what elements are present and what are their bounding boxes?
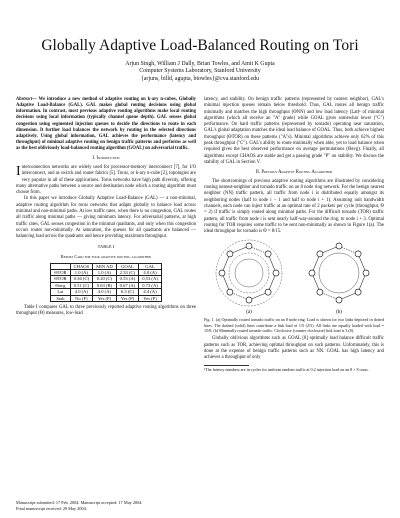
table-header-cell: GOAL: [116, 263, 139, 269]
table-cell: 4.0 (A): [139, 270, 162, 276]
ring-node: [336, 243, 342, 249]
section-heading-previous-work: II. Previous Adaptive Routing Algorithms: [255, 170, 333, 176]
footnote: ¹The latency numbers are in cycles for uniform random traffic at 0.2 injection load on an 8 × 8 torus.: [204, 366, 369, 372]
manuscript-line-1: Manuscript submitted: 17 Feb. 2004. Manuscript accepted: 17 May 2004.: [16, 500, 143, 505]
abstract-label: Abstract: [16, 97, 33, 102]
table-header-cell: MIN AD: [93, 263, 116, 269]
table-cell: 4.4 (A): [139, 289, 162, 295]
ring-node: [355, 290, 361, 296]
manuscript-line-2: Final manuscript received: 29 May 2004.: [16, 505, 87, 511]
author-affiliation: Computer Systems Laboratory, Stanford University: [139, 68, 261, 75]
table-cell: 0.67 (A): [116, 282, 139, 288]
ring-node: [273, 270, 279, 276]
ring-node: [246, 243, 252, 249]
comparison-table: [50, 263, 162, 302]
table-cell: Yes (P): [93, 295, 116, 301]
table-cell: No (F): [70, 295, 93, 301]
ring-node: [355, 251, 361, 257]
table-cell: 0.53 (A): [139, 276, 162, 282]
author-emails: {arjuns, billd, agupta, btowles}@cva.stanford.edu: [140, 75, 260, 82]
ring-node: [317, 290, 323, 296]
table-cell: ΘTOR: [51, 276, 70, 282]
table-followup-paragraph: Table I compares GAL to three previously reported adaptive routing algorithms on three throughput (Θ) measures, low-load: [16, 305, 196, 317]
abstract: [16, 97, 196, 152]
table-cell: 0.51 (C): [70, 282, 93, 288]
traffic-path: [216, 240, 282, 306]
table-caption: [16, 254, 196, 260]
table-cell: Lat: [51, 289, 70, 295]
table-caption-text: Report Card for four adaptive routing algorithms: [60, 254, 152, 260]
table-cell: 6.3 (C): [116, 289, 139, 295]
ring-a: [216, 240, 282, 315]
table-cell: 2.33 (C): [116, 270, 139, 276]
right-column: [204, 97, 384, 372]
author-block: [0, 61, 400, 83]
right-paragraph-3: Globally oblivious algorithms such as GOAL [8] optimally load balance difficult traffic patterns such as TOR, achieving optimal throughput on such patterns. Unfortunately, this is done at the expense of benign traffic patterns such as NN. GOAL has high latency and achieves a throughput of only: [204, 336, 384, 361]
table-cell: 4.0 (A): [93, 289, 116, 295]
manuscript-dates: [16, 500, 196, 511]
figure-caption: Fig. 1. (a) Optimally routed tornado traffic on an 8 node ring. Load is shown for two links depicted in dotted lines. The dashed (solid) lines contribute a link load of 1/5 (2/5). All links are equally loaded with load = 15/8. (b) Minimally routed tornado traffic. Clockwise (counter clockwise) link load is 3 (0).: [204, 317, 384, 334]
table-cell: 0.36 (C): [70, 276, 93, 282]
traffic-path: [319, 253, 359, 293]
ring-node: [227, 290, 233, 296]
ring-node: [246, 297, 252, 303]
table-cell: Yes (P): [116, 295, 139, 301]
table-number: TABLE I: [97, 244, 115, 250]
table-cell: ΘTOR: [51, 270, 70, 276]
intro-paragraph-1: [16, 165, 196, 196]
footnote-rule: [204, 365, 249, 366]
table-cell: Θavg: [51, 282, 70, 288]
ring-node: [363, 270, 369, 276]
intro-paragraph-1-text: nterconnection networks are widely used for processor-memory interconnect [7], for I/O interconnect, and as switch and router fabrics [5]. Torus, or k-ary n-cube [2], topologies are very popular in all of these applications. Torus networks have high path diversity, offering many alternative paths between a source and destination node which a routing algorithm must choose from.: [16, 164, 196, 196]
table-cell: 0.63 (B): [93, 282, 116, 288]
ring-node: [227, 251, 233, 257]
ring-diagram: [204, 237, 384, 315]
table-cell: Yes (P): [139, 295, 162, 301]
figure-1: [204, 237, 384, 315]
left-column: [16, 97, 196, 318]
table-header-cell: CHAOS: [70, 263, 93, 269]
table-cell: 0.53 (A): [116, 276, 139, 282]
table-row: [51, 295, 162, 301]
ring-node: [219, 270, 225, 276]
intro-paragraph-2: In this paper we introduce Globally Adaptive Load-Balance (GAL) — a non-minimal, adaptive routing algorithm for torus networks that adapts globally to balance load across minimal and non-minimal paths. At low traffic rates, when there is no congestion, GAL routes all traffic along minimal paths — giving minimum latency. For adversarial patterns, at high traffic rates, GAL senses congestion in the minimal quadrants, and only when this congestion occurs routes non-minimally. At saturation, the queues for all quadrants are balanced — balancing load across the quadrants and hence providing maximum throughput.: [16, 196, 196, 240]
ring-node: [265, 290, 271, 296]
table-header-cell: GAL: [139, 263, 162, 269]
ring-node: [336, 297, 342, 303]
section-heading-introduction: I. Introduction: [92, 156, 120, 162]
drop-cap: I: [16, 163, 21, 179]
abstract-text: — We introduce a new method of adaptive routing on k-ary n-cubes, Globally Adaptive Load-Balance (GAL). GAL makes global routing decisions using global information. In contrast, most previous adaptive routing algorithms make local routing decisions using local information (typically channel queue depth). GAL senses global congestion using segmented injection queues to decide the directions to route in each dimension. It further load balances the network by routing in the selected directions adaptively. Using global information, GAL achieves the performance (latency and throughput) of minimal adaptive routing on benign traffic patterns and performs as well as the best obliviously load-balanced routing algorithm (GOAL) on adversarial traffic.: [16, 97, 196, 152]
figure-label-a: (a): [246, 310, 252, 316]
paper-title: Globally Adaptive Load-Balanced Routing on Tori: [41, 37, 359, 54]
table-cell: 1.0 (A): [70, 270, 93, 276]
ring-node: [265, 251, 271, 257]
right-paragraph-1: latency, and stability. On benign traffic patterns (represented by nearest neighbor), GAL's minimal injection queues remain below threshold. Thus, GAL routes all benign traffic minimally and matches the high throughput (ΘNN) and low load latency (Lat)¹ of minimal algorithms (which all receive an "A" grade) while GOAL gives somewhat lower ("C") performance. On hard traffic patterns (represented by tornado) operating near saturation, GAL's global adaptation matches the ideal load balance of GOAL. Thus, both achieve highest throughput (ΘTOR) on these patterns ("A"s). Minimal algorithms achieve only 62% of this peak throughput ("C"). GAL's ability to route minimally when able, yet to load balance when required gives the best observed performance on average permutations (Θavg). Finally, all algorithms except CHAOS are stable and get a passing grade "P" on stability. We discuss the stability of GAL in Section V.: [204, 97, 384, 165]
table-cell: 0.73 (A): [139, 282, 162, 288]
figure-label-b: (b): [336, 310, 342, 316]
table-cell: Stab: [51, 295, 70, 301]
author-names: Arjun Singh, William J Dally, Brian Towles, and Amit K Gupta: [125, 61, 275, 67]
ring-node: [309, 270, 315, 276]
right-paragraph-2: The shortcomings of previous adaptive routing algorithms are illustrated by considering routing nearest-neighbor and tornado traffic on an 8 node ring network. For the benign nearest neighbor (NN) traffic pattern, all traffic from node i is distributed equally amongst its neighboring nodes (half to node i − 1 and half to node i + 1). Assuming unit bandwidth channels, each node can inject traffic at an optimal rate of 2 packets per cycle (throughput, Θ = 2) if traffic is simply routed along minimal paths. For the difficult tornado (TOR) traffic pattern, all traffic from node i is sent nearly half-way-around the ring, to node i + 3. Optimal routing for TOR requires some traffic to be sent non-minimally as shown in Figure 1(a). The ideal throughput for tornado is Θ = 8/15.: [204, 178, 384, 235]
table-cell: 1.0 (A): [93, 270, 116, 276]
traffic-path: [235, 259, 263, 287]
ring-node: [317, 251, 323, 257]
table-cell: 4.0 (A): [70, 289, 93, 295]
ring-b: [309, 243, 369, 315]
table-cell: 0.20 (C): [93, 276, 116, 282]
